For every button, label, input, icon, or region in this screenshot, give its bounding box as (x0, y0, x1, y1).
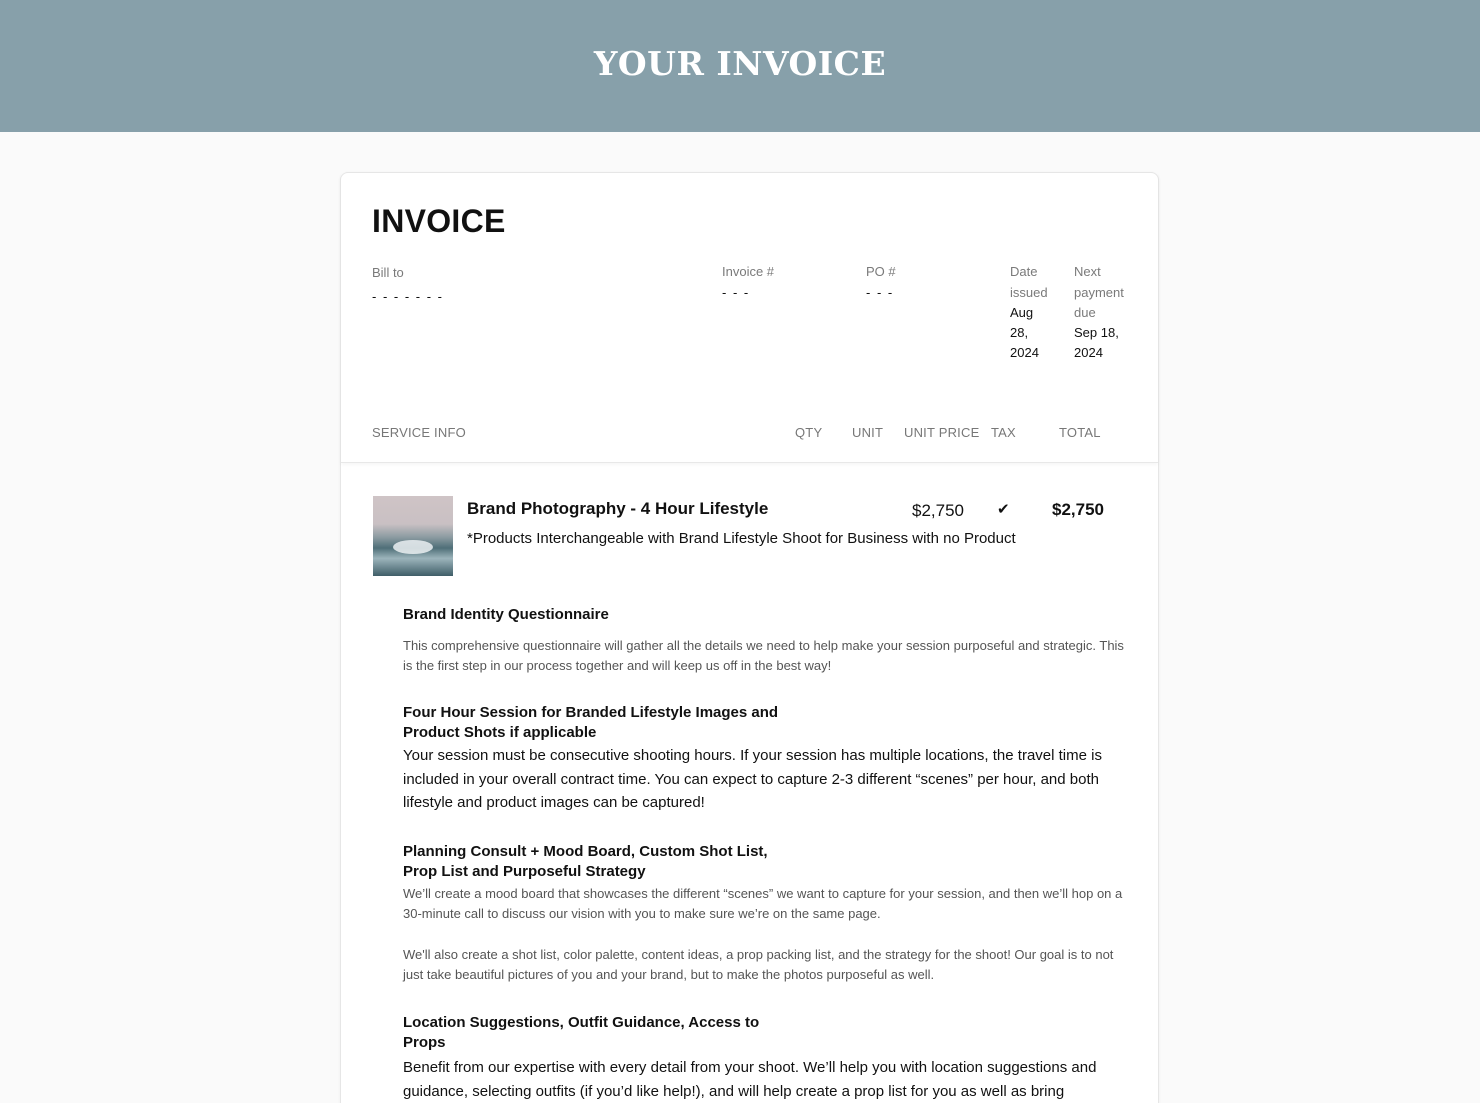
banner-title: YOUR INVOICE (593, 44, 887, 83)
section-title: Brand Identity Questionnaire (403, 606, 609, 623)
column-header-total: TOTAL (1059, 425, 1101, 440)
section-title-line-2: Props (403, 1034, 446, 1051)
column-header-tax: TAX (991, 425, 1016, 440)
page-banner (0, 0, 1480, 132)
section-body: Benefit from our expertise with every detail from your shoot. We’ll help you with location suggestions and guidance, selecting outfits (if you’d like help!), and will help create a prop list for you as well as bring (403, 1059, 1097, 1100)
date-issued-label-line-2: issued (1010, 285, 1048, 300)
column-header-qty: QTY (795, 425, 823, 440)
next-due-value-line-1: Sep 18, (1074, 325, 1119, 340)
invoice-title: INVOICE (372, 203, 506, 239)
date-issued-value-line-2: 28, (1010, 325, 1029, 340)
invoice-number-value: - - - (722, 285, 750, 300)
section-title-line-2: Prop List and Purposeful Strategy (403, 863, 646, 880)
line-item-image (373, 496, 453, 576)
section-title-line-1: Four Hour Session for Branded Lifestyle Images and (403, 704, 779, 721)
section-body: We’ll create a mood board that showcases the different “scenes” we want to capture for your session, and then we’ll hop on a 30-minute call to discuss our vision with you to make sure we’re on the same page. (403, 886, 1123, 921)
next-due-label-line-1: Next (1074, 264, 1101, 279)
column-header-service-info: SERVICE INFO (372, 425, 466, 440)
date-issued-value-line-1: Aug (1010, 305, 1034, 320)
po-number-label: PO # (866, 264, 896, 279)
next-due-label-line-2: payment (1074, 285, 1124, 300)
section-four-hour-session (403, 703, 1133, 815)
invoice-card (340, 172, 1159, 1103)
section-title-line-1: Planning Consult + Mood Board, Custom Shot List, (403, 843, 768, 860)
wave-icon (393, 540, 433, 554)
line-item-total: $2,750 (1052, 500, 1104, 519)
next-due-label-line-3: due (1074, 305, 1096, 320)
line-item-description: *Products Interchangeable with Brand Lifestyle Shoot for Business with no Product (467, 530, 1016, 547)
section-brand-identity (403, 605, 1133, 676)
line-item-unit-price: $2,750 (912, 501, 964, 520)
column-header-unit-price: UNIT PRICE (904, 425, 980, 440)
bill-to-value: - - - - - - - (372, 289, 444, 304)
section-title-line-1: Location Suggestions, Outfit Guidance, Access to (403, 1014, 760, 1031)
section-body-2: We'll also create a shot list, color palette, content ideas, a prop packing list, and the strategy for the shoot! Our goal is to not just take beautiful pictures of you and your brand, but to make the photos purposeful as well. (403, 947, 1114, 982)
bill-to-label: Bill to (372, 265, 404, 280)
tax-check-icon: ✔ (997, 501, 1010, 518)
invoice-header (341, 173, 1158, 463)
line-item-name: Brand Photography - 4 Hour Lifestyle (467, 499, 769, 518)
section-body: Your session must be consecutive shooting hours. If your session has multiple locations, the travel time is included in your overall contract time. You can expect to capture 2-3 different “scenes” per hour, and both lifestyle and product images can be captured! (403, 747, 1102, 811)
column-header-unit: UNIT (852, 425, 884, 440)
invoice-number-label: Invoice # (722, 264, 775, 279)
section-planning-consult (403, 842, 1133, 985)
section-title-line-2: Product Shots if applicable (403, 724, 597, 741)
section-location-suggestions (403, 1013, 1133, 1103)
section-body: This comprehensive questionnaire will gather all the details we need to help make your session purposeful and strategic. This is the first step in our process together and will keep us off in the best way! (403, 638, 1124, 673)
date-issued-value-line-3: 2024 (1010, 345, 1039, 360)
next-due-value-line-2: 2024 (1074, 345, 1103, 360)
date-issued-label-line-1: Date (1010, 264, 1038, 279)
po-number-value: - - - (866, 285, 894, 300)
